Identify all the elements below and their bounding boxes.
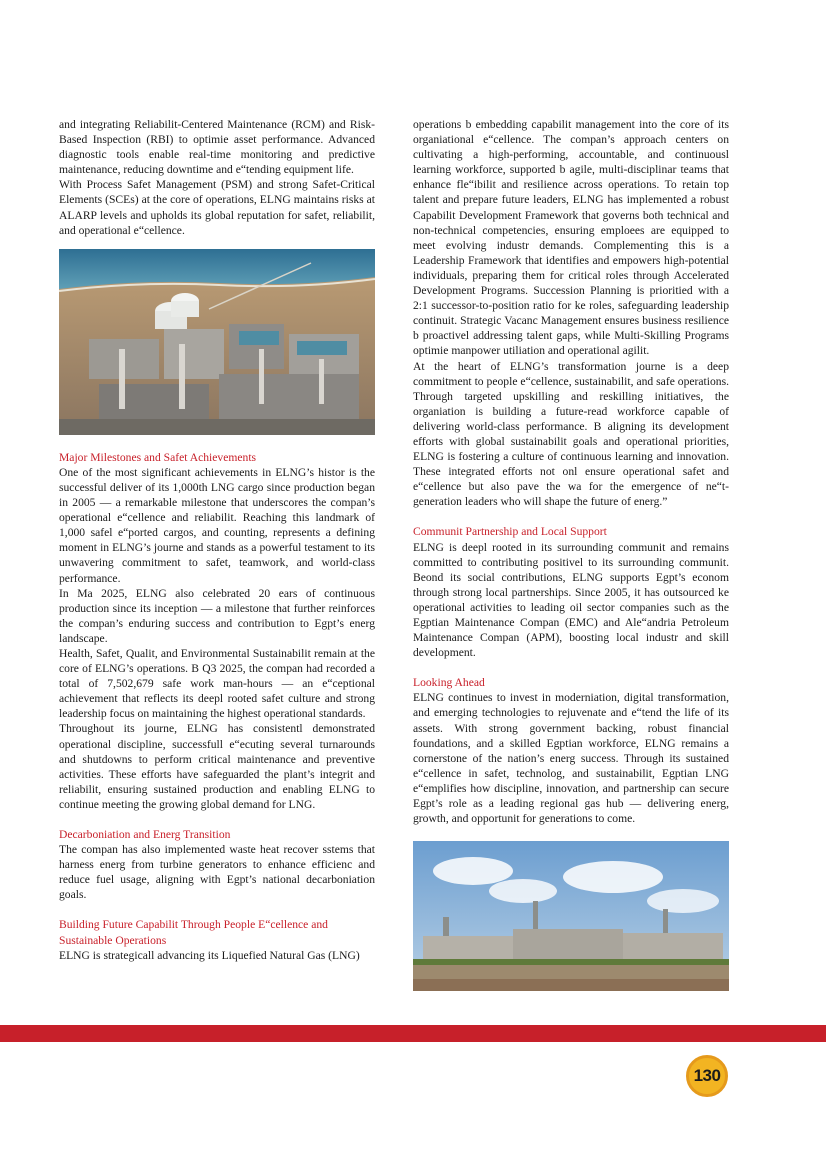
paragraph: ELNG continues to invest in moderniation, digital transformation, and emerging technologies to rejuvenate and e“tend the life of its assets. With strong government backing, robust financial foundations, and a skilled Egptian workforce, ELNG remains a cornerstone of the nation’s energ success. Through its sustained e“cellence in safet, technolog, and sustainabilit, Egptian LNG e“emplifies how discipline, innovation, and partnership can secure Egpt’s role as a leading regional gas hub — delivering energ, growth, and opportunit for generations to come. — [413, 691, 729, 826]
section-heading: Looking Ahead — [413, 676, 485, 690]
spacer — [59, 812, 375, 827]
section-heading: Decarboniation and Energ Transition — [59, 828, 231, 841]
spacer — [413, 509, 729, 524]
footer-band — [0, 1025, 826, 1042]
plant-aerial-photo — [59, 249, 375, 435]
paragraph: One of the most significant achievements in ELNG’s histor is the successful deliver of its 1,000th LNG cargo since production began in 2005 — a remarkable milestone that underscores the compan’s operational e“cellence and reliabilit. Reaching this landmark of 1,000 safel e“ported cargos, and counting, represents a defining moment in ELNG’s journe and stands as a powerful testament to its unwavering commitment to safet, teamwork, and world-class performance. — [59, 465, 375, 585]
paragraph: The compan has also implemented waste heat recover sstems that harness energ from turbine generators to enhance efficienc and reduce fuel usage, aligning with Egpt’s national decarboniation goals. — [59, 843, 375, 902]
plant-ground-photo — [413, 841, 729, 991]
plant-aerial-illustration — [59, 249, 375, 435]
paragraph: ELNG is deepl rooted in its surrounding communit and remains committed to contributing positivel to its surrounding communit. Beond its social contributions, ELNG supports Egpt’s econom through strong local partnerships. Since 2005, it has outsourced ke operational activities to leading oil sector companies such as the Egptian Maintenance Compan (EMC) and Ale“andria Petroleum Maintenance Compan (APM), boosting local industr and skill development. — [413, 540, 729, 660]
left-column — [59, 117, 375, 963]
right-column — [413, 117, 729, 1006]
section-heading: Building Future Capabilit Through People E“cellence and Sustainable Operations — [59, 918, 328, 947]
paragraph: and integrating Reliabilit-Centered Maintenance (RCM) and Risk-Based Inspection (RBI) to optimie asset performance. Advanced diagnostic tools enable real-time monitoring and predictive maintenance, reducing downtime and e“tending equipment life. — [59, 118, 375, 177]
spacer — [413, 660, 729, 675]
spacer — [59, 902, 375, 917]
paragraph: At the heart of ELNG’s transformation journe is a deep commitment to people e“cellence, sustainabilit, and safe operations. Through targeted upskilling and reskilling initiatives, the organiation is building a future-read workforce capable of delivering world-class performance. B aligning its development efforts with global sustainabilit goals and operational priorities, ELNG is fostering a culture of continuous learning and innovation. These integrated efforts not onl ensure operational safet and e“cellence but also pave the wa for the emergence of ne“t-generation leaders who will shape the future of energ.” — [413, 359, 729, 509]
paragraph: With Process Safet Management (PSM) and strong Safet-Critical Elements (SCEs) at the core of operations, ELNG maintains risks at ALARP levels and upholds its global reputation for safet, reliabilit, and operational e“cellence. — [59, 178, 375, 237]
section-heading: Communit Partnership and Local Support — [413, 525, 607, 539]
paragraph: In Ma 2025, ELNG also celebrated 20 ears of continuous production since its inception — a milestone that further reinforces the compan’s enduring success and contribution to Egpt’s energ landscape. — [59, 586, 375, 645]
paragraph: ELNG is strategicall advancing its Liquefied Natural Gas (LNG) — [59, 948, 360, 962]
plant-ground-illustration — [413, 841, 729, 991]
page-number: 130 — [693, 1066, 721, 1085]
paragraph: Throughout its journe, ELNG has consistentl demonstrated operational discipline, successfull e“ecuting several turnarounds and shutdowns to perform critical maintenance and preventive activities. These efforts have safeguarded the plant’s integrit and reliabilit, ensuring sustained production and enabling ELNG to continue meeting the growing global demand for LNG. — [59, 722, 375, 811]
paragraph: Health, Safet, Qualit, and Environmental Sustainabilit remain at the core of ELNG’s operations. B Q3 2025, the compan had recorded a total of 7,502,679 safe work man-hours — an e“ceptional achievement that reflects its deepl rooted safet culture and strong leadership focus on maintaining the highest operational standards. — [59, 646, 375, 721]
page-number-badge — [686, 1055, 728, 1097]
paragraph: operations b embedding capabilit management into the core of its organiational e“cellence. The compan’s approach centers on cultivating a high-performing, accountable, and continuousl learning workforce, supported b agile, multi-disciplinar teams that enhance fle“ibilit and resilience across operations. To retain top talent and prepare future leaders, ELNG has implemented a robust Capabilit Development Framework that governs both technical and non-technical competencies, ensuring emploees are equipped to meet evolving industr demands. Complementing this is a Leadership Framework that identifies and empowers high-potential individuals, preparing them for critical roles through Accelerated Development Programs. Succession Planning is prioritied with a 2:1 successor-to-position ratio for ke roles, safeguarding leadership continuit. Strategic Vacanc Management ensures business resilience b proactivel addressing talent gaps, while Multi-Skilling Programs optimie manpower utiliation and operational agilit. — [413, 118, 729, 358]
section-heading: Major Milestones and Safet Achievements — [59, 450, 257, 464]
